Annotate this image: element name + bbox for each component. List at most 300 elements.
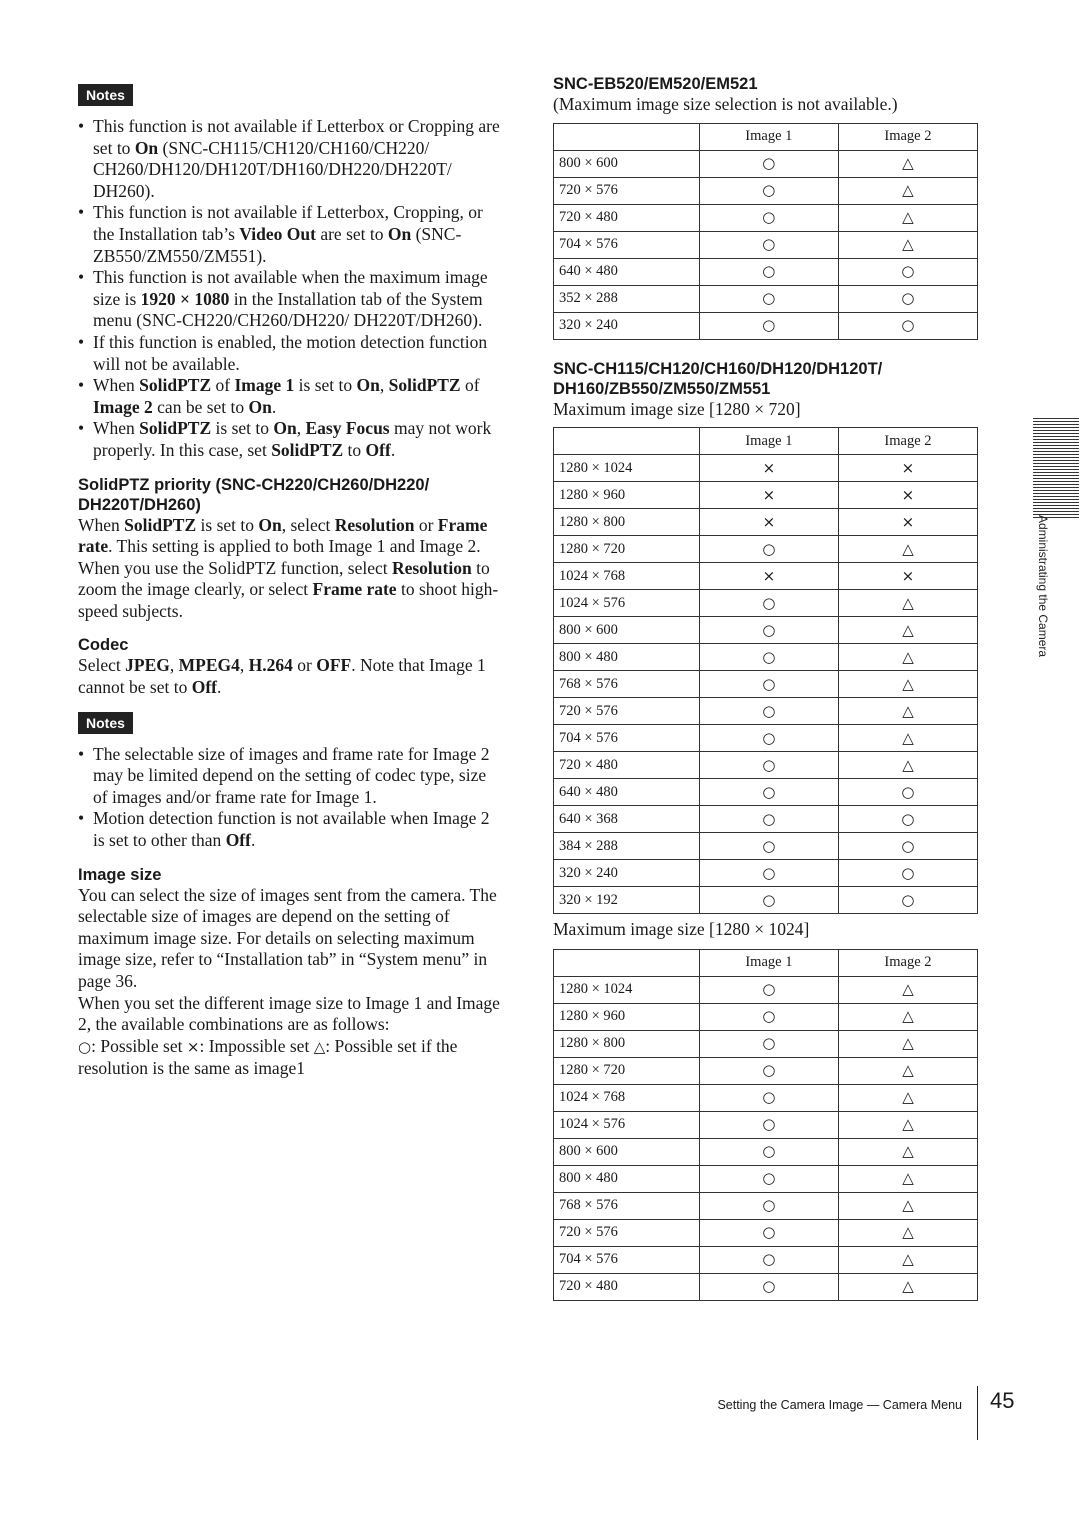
text-run: to [343, 439, 366, 460]
availability-cell [838, 644, 977, 671]
availability-cell [699, 1003, 838, 1030]
text-run: , [239, 655, 249, 676]
notes-list [78, 744, 502, 852]
bold-term: On [134, 137, 159, 158]
impossible-icon: × [762, 512, 776, 531]
text-run: . [217, 677, 222, 698]
side-tab-label: Administrating the Camera [1036, 515, 1050, 658]
possible-icon: ○ [762, 1115, 776, 1134]
possible-icon: ○ [901, 289, 915, 308]
possible-icon: ○ [762, 1169, 776, 1188]
text-run: × [186, 1037, 200, 1056]
availability-cell [699, 455, 838, 482]
resolution-cell: 320 × 240 [554, 860, 700, 887]
availability-cell [838, 177, 977, 204]
table-header-cell: Image 1 [699, 123, 838, 150]
conditional-icon: △ [902, 980, 914, 999]
availability-cell [838, 1111, 977, 1138]
note-item [78, 202, 502, 267]
text-run: (SNC-ZB550/ZM550/ZM551). [93, 223, 462, 266]
availability-cell [838, 1246, 977, 1273]
text-run: . [271, 396, 277, 417]
possible-icon: ○ [762, 1061, 776, 1080]
possible-icon: ○ [762, 890, 776, 909]
table-row [554, 455, 978, 482]
possible-icon: ○ [901, 809, 915, 828]
note-item [78, 375, 502, 418]
conditional-icon: △ [902, 154, 914, 173]
text-run: ○ [78, 1037, 92, 1056]
table-row [554, 698, 978, 725]
possible-icon: ○ [762, 1223, 776, 1242]
availability-cell [838, 1138, 977, 1165]
possible-icon: ○ [762, 181, 776, 200]
resolution-cell: 720 × 480 [554, 1273, 700, 1300]
possible-icon: ○ [762, 208, 776, 227]
note-item [78, 808, 502, 851]
availability-cell [699, 482, 838, 509]
possible-icon: ○ [901, 836, 915, 855]
availability-cell [838, 752, 977, 779]
resolution-cell: 640 × 480 [554, 258, 700, 285]
possible-icon: ○ [762, 1196, 776, 1215]
table-header-cell: Image 2 [838, 949, 977, 976]
notes-badge: Notes [78, 712, 133, 734]
bold-term: On [248, 396, 272, 417]
text-run: , [296, 418, 306, 439]
text-run: of [211, 375, 235, 396]
text-run: When you set the different image size to Image 1 and Image 2, the available combinations are as follows: [78, 992, 500, 1035]
paragraph [78, 515, 502, 558]
availability-cell [699, 1246, 838, 1273]
table-row [554, 1030, 978, 1057]
resolution-cell: 320 × 192 [554, 887, 700, 914]
availability-cell [699, 1165, 838, 1192]
resolution-cell: 1280 × 1024 [554, 455, 700, 482]
text-run: . [390, 439, 396, 460]
image-size-table [553, 123, 978, 340]
availability-cell [838, 1273, 977, 1300]
table-row [554, 976, 978, 1003]
availability-cell [838, 860, 977, 887]
possible-icon: ○ [762, 1034, 776, 1053]
bold-term: 1920 × 1080 [140, 288, 230, 309]
conditional-icon: △ [902, 1196, 914, 1215]
availability-cell [699, 976, 838, 1003]
table-row [554, 177, 978, 204]
text-run: : Impossible set [199, 1035, 314, 1056]
bold-term: Resolution [391, 557, 472, 578]
conditional-icon: △ [902, 1115, 914, 1134]
resolution-cell: 1024 × 768 [554, 1084, 700, 1111]
availability-cell [838, 285, 977, 312]
table-row [554, 644, 978, 671]
resolution-cell: 720 × 480 [554, 752, 700, 779]
footer-divider [977, 1386, 978, 1440]
availability-cell [838, 482, 977, 509]
footer-section-title: Setting the Camera Image — Camera Menu [717, 1398, 962, 1412]
resolution-cell: 1280 × 720 [554, 1057, 700, 1084]
text-run: is set to [294, 375, 357, 396]
text-run: Motion detection function is not available when Image 2 is set to other than [93, 808, 490, 851]
bold-term: Off [191, 677, 217, 698]
possible-icon: ○ [901, 782, 915, 801]
possible-icon: ○ [762, 1007, 776, 1026]
table-row [554, 806, 978, 833]
table-row [554, 482, 978, 509]
table-row [554, 536, 978, 563]
note-item [78, 418, 502, 461]
section-max-1280x1024 [553, 919, 978, 1301]
availability-cell [699, 1219, 838, 1246]
conditional-icon: △ [902, 593, 914, 612]
text-run: Select [78, 655, 126, 676]
possible-icon: ○ [762, 755, 776, 774]
table-row [554, 833, 978, 860]
conditional-icon: △ [902, 1088, 914, 1107]
availability-cell [699, 617, 838, 644]
bold-term: OFF [316, 655, 352, 676]
text-run: : Possible set if the resolution is the same as image1 [78, 1035, 458, 1079]
text-run: in the Installation tab of the System menu (SNC-CH220/CH260/DH220/ DH220T/DH260). [93, 288, 483, 331]
availability-cell [838, 698, 977, 725]
note-item [78, 744, 502, 809]
availability-cell [838, 563, 977, 590]
availability-cell [838, 1003, 977, 1030]
table-row [554, 671, 978, 698]
resolution-cell: 720 × 576 [554, 1219, 700, 1246]
availability-cell [699, 177, 838, 204]
table-header-cell [554, 428, 700, 455]
left-column [78, 84, 502, 1080]
possible-icon: ○ [901, 262, 915, 281]
possible-icon: ○ [762, 154, 776, 173]
resolution-cell: 1024 × 768 [554, 563, 700, 590]
image-size-table [553, 949, 978, 1301]
table-caption: Maximum image size [1280 × 1024] [553, 919, 810, 940]
availability-cell [699, 833, 838, 860]
notes-box-2 [78, 712, 502, 852]
table-header-cell: Image 2 [838, 123, 977, 150]
availability-cell [699, 150, 838, 177]
resolution-cell: 720 × 576 [554, 698, 700, 725]
table-row [554, 752, 978, 779]
table-row [554, 860, 978, 887]
resolution-cell: 352 × 288 [554, 285, 700, 312]
availability-cell [838, 806, 977, 833]
table-row [554, 887, 978, 914]
resolution-cell: 1280 × 800 [554, 1030, 700, 1057]
paragraph [78, 885, 502, 993]
resolution-cell: 1280 × 720 [554, 536, 700, 563]
text-run: or [292, 655, 317, 676]
possible-icon: ○ [762, 647, 776, 666]
bold-term: On [258, 514, 282, 535]
text-run: △ [313, 1037, 326, 1056]
conditional-icon: △ [902, 208, 914, 227]
table-header-row [554, 123, 978, 150]
text-run: This function is not available if Letterbox, Cropping, or the Installation tab’s [93, 202, 483, 244]
availability-cell [699, 806, 838, 833]
availability-cell [838, 671, 977, 698]
availability-cell [699, 285, 838, 312]
possible-icon: ○ [762, 863, 776, 882]
impossible-icon: × [901, 566, 915, 585]
impossible-icon: × [762, 485, 776, 504]
table-row [554, 1192, 978, 1219]
availability-cell [838, 779, 977, 806]
bold-term: On [356, 375, 380, 396]
bold-term: Frame rate [78, 514, 488, 557]
table-header-cell [554, 949, 700, 976]
table-row [554, 1003, 978, 1030]
availability-cell [699, 1273, 838, 1300]
possible-icon: ○ [762, 1277, 776, 1296]
conditional-icon: △ [902, 1169, 914, 1188]
possible-icon: ○ [762, 701, 776, 720]
text-run: You can select the size of images sent from the camera. The selectable size of images are depend on the setting of maximum image size. For details on selecting maximum image size, refer to “Installation tab” in “System menu” in page 36. [78, 884, 497, 991]
availability-cell [838, 590, 977, 617]
conditional-icon: △ [902, 728, 914, 747]
availability-cell [699, 671, 838, 698]
conditional-icon: △ [902, 1007, 914, 1026]
conditional-icon: △ [902, 1250, 914, 1269]
possible-icon: ○ [762, 836, 776, 855]
bold-term: Image 1 [234, 375, 295, 396]
section-image-size [78, 865, 502, 1080]
section-heading: Image size [78, 865, 162, 884]
paragraph [78, 655, 502, 698]
text-run: to shoot high-speed subjects. [78, 579, 499, 621]
text-run: If this function is enabled, the motion detection function will not be available. [93, 331, 488, 374]
text-run: (SNC-CH115/CH120/CH160/CH220/ CH260/DH120/DH120T/DH160/DH220/DH220T/ DH260). [93, 137, 452, 201]
availability-cell [699, 590, 838, 617]
paragraph [78, 558, 502, 623]
conditional-icon: △ [902, 1223, 914, 1242]
resolution-cell: 1024 × 576 [554, 590, 700, 617]
section-solidptz-priority [78, 475, 502, 623]
table-row [554, 563, 978, 590]
text-run: to zoom the image clearly, or select [78, 557, 490, 600]
availability-cell [699, 1192, 838, 1219]
resolution-cell: 1280 × 1024 [554, 976, 700, 1003]
availability-cell [699, 779, 838, 806]
bold-term: SolidPTZ [139, 418, 212, 439]
bold-term: Off [365, 439, 391, 460]
conditional-icon: △ [902, 1034, 914, 1053]
availability-cell [838, 725, 977, 752]
table-row [554, 1246, 978, 1273]
conditional-icon: △ [902, 701, 914, 720]
conditional-icon: △ [902, 620, 914, 639]
bold-term: JPEG [125, 655, 170, 676]
section-heading: Codec [78, 636, 129, 655]
table-row [554, 617, 978, 644]
conditional-icon: △ [902, 647, 914, 666]
note-item [78, 116, 502, 202]
resolution-cell: 384 × 288 [554, 833, 700, 860]
bold-term: SolidPTZ [139, 375, 212, 396]
availability-cell [699, 725, 838, 752]
availability-cell [838, 455, 977, 482]
availability-cell [699, 752, 838, 779]
text-run: When [93, 375, 140, 396]
resolution-cell: 800 × 480 [554, 644, 700, 671]
resolution-cell: 704 × 576 [554, 1246, 700, 1273]
text-run: . This setting is applied to both Image 1 and Image 2. [108, 536, 481, 557]
resolution-cell: 1280 × 800 [554, 509, 700, 536]
text-run: When you use the SolidPTZ function, select [78, 557, 392, 578]
impossible-icon: × [901, 512, 915, 531]
availability-cell [699, 698, 838, 725]
conditional-icon: △ [902, 1142, 914, 1161]
availability-cell [699, 860, 838, 887]
table-row [554, 1273, 978, 1300]
table-header-cell: Image 1 [699, 428, 838, 455]
table-row [554, 1165, 978, 1192]
table-header-cell [554, 123, 700, 150]
page-number: 45 [990, 1388, 1015, 1413]
possible-icon: ○ [762, 980, 776, 999]
table-header-cell: Image 2 [838, 428, 977, 455]
possible-icon: ○ [762, 316, 776, 335]
text-run: or [414, 514, 438, 535]
conditional-icon: △ [902, 181, 914, 200]
possible-icon: ○ [762, 809, 776, 828]
resolution-cell: 768 × 576 [554, 671, 700, 698]
availability-cell [838, 1057, 977, 1084]
availability-cell [838, 312, 977, 339]
table-header-row [554, 949, 978, 976]
paragraph [78, 993, 502, 1036]
bold-term: Video Out [239, 223, 316, 244]
table-header-cell: Image 1 [699, 949, 838, 976]
right-column [553, 74, 978, 1301]
resolution-cell: 800 × 600 [554, 1138, 700, 1165]
possible-icon: ○ [762, 235, 776, 254]
availability-cell [699, 1057, 838, 1084]
section-heading: SolidPTZ priority (SNC-CH220/CH260/DH220/ DH220T/DH260) [78, 475, 430, 514]
possible-icon: ○ [901, 316, 915, 335]
possible-icon: ○ [762, 782, 776, 801]
impossible-icon: × [762, 458, 776, 477]
availability-cell [699, 887, 838, 914]
notes-list [78, 116, 502, 462]
availability-cell [699, 1030, 838, 1057]
table-row [554, 258, 978, 285]
bold-term: SolidPTZ [388, 375, 461, 396]
legend-paragraph [78, 1036, 502, 1080]
availability-cell [838, 204, 977, 231]
resolution-cell: 1280 × 960 [554, 1003, 700, 1030]
text-run: . [250, 830, 256, 851]
availability-cell [838, 1165, 977, 1192]
bold-term: Easy Focus [305, 418, 390, 439]
conditional-icon: △ [902, 1277, 914, 1296]
impossible-icon: × [901, 485, 915, 504]
text-run: : Possible set [91, 1035, 187, 1056]
availability-cell [838, 536, 977, 563]
possible-icon: ○ [901, 863, 915, 882]
availability-cell [838, 1192, 977, 1219]
resolution-cell: 640 × 480 [554, 779, 700, 806]
availability-cell [699, 1084, 838, 1111]
resolution-cell: 720 × 480 [554, 204, 700, 231]
resolution-cell: 720 × 576 [554, 177, 700, 204]
text-run: , [379, 375, 389, 396]
table-row [554, 1111, 978, 1138]
impossible-icon: × [762, 566, 776, 585]
availability-cell [699, 644, 838, 671]
text-run: may not work properly. In this case, set [93, 418, 492, 460]
availability-cell [838, 887, 977, 914]
possible-icon: ○ [762, 1142, 776, 1161]
resolution-cell: 800 × 600 [554, 617, 700, 644]
table-row [554, 312, 978, 339]
table-caption: Maximum image size [1280 × 720] [553, 398, 801, 419]
bold-term: Off [225, 830, 251, 851]
possible-icon: ○ [762, 728, 776, 747]
text-run: , select [281, 514, 335, 535]
availability-cell [699, 563, 838, 590]
note-item [78, 267, 502, 332]
possible-icon: ○ [762, 289, 776, 308]
bold-term: MPEG4 [178, 655, 240, 676]
text-run: is set to [211, 418, 274, 439]
availability-cell [699, 1111, 838, 1138]
text-run: can be set to [152, 396, 249, 417]
bold-term: H.264 [248, 655, 293, 676]
conditional-icon: △ [902, 674, 914, 693]
text-run: When [78, 514, 125, 535]
table-row [554, 590, 978, 617]
notes-badge: Notes [78, 84, 133, 106]
resolution-cell: 1280 × 960 [554, 482, 700, 509]
text-run: is set to [196, 514, 259, 535]
section-snc-eb520 [553, 74, 978, 340]
bold-term: Image 2 [93, 396, 153, 417]
availability-cell [838, 231, 977, 258]
table-row [554, 779, 978, 806]
table-row [554, 1084, 978, 1111]
availability-cell [699, 536, 838, 563]
availability-cell [699, 312, 838, 339]
side-tab-marker [1033, 418, 1079, 518]
possible-icon: ○ [901, 890, 915, 909]
section-snc-ch115 [553, 359, 978, 915]
table-row [554, 1138, 978, 1165]
resolution-cell: 768 × 576 [554, 1192, 700, 1219]
availability-cell [838, 1084, 977, 1111]
possible-icon: ○ [762, 539, 776, 558]
table-row [554, 204, 978, 231]
note-item [78, 332, 502, 375]
availability-cell [699, 1138, 838, 1165]
resolution-cell: 640 × 368 [554, 806, 700, 833]
table-caption: (Maximum image size selection is not available.) [553, 94, 898, 114]
table-row [554, 1057, 978, 1084]
possible-icon: ○ [762, 1088, 776, 1107]
availability-cell [699, 231, 838, 258]
bold-term: On [387, 223, 412, 244]
text-run: This function is not available if Letterbox or Cropping are set to [93, 116, 500, 158]
availability-cell [699, 258, 838, 285]
conditional-icon: △ [902, 539, 914, 558]
section-heading: SNC-EB520/EM520/EM521 [553, 75, 758, 93]
possible-icon: ○ [762, 674, 776, 693]
bold-term: On [273, 418, 297, 439]
conditional-icon: △ [902, 1061, 914, 1080]
